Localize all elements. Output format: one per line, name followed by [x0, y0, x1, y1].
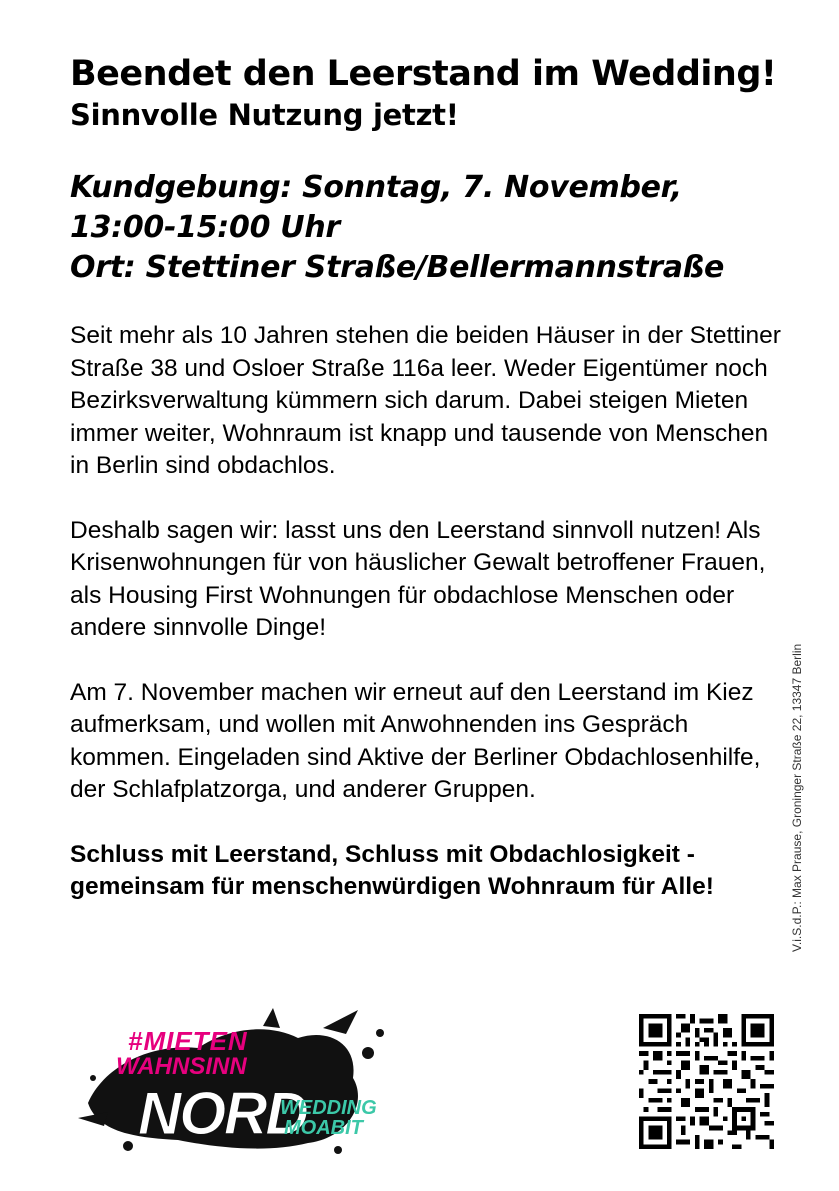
paragraph-demand: Deshalb sagen wir: lasst uns den Leerstand sinnvoll nutzen! Als Krisenwohnungen für von häuslicher Gewalt betroffener Frauen, als Housing First Wohnungen für obdachlose Menschen oder andere sinnvolle Dinge! — [70, 516, 766, 641]
logo-text-nord: NORD — [138, 1080, 307, 1147]
logo-text-wahnsinn: WAHNSINN — [116, 1053, 247, 1080]
page-title: Beendet den Leerstand im Wedding! — [70, 54, 777, 94]
mietenwahnsinn-nord-logo — [68, 1008, 418, 1158]
logo-text-moabit: MOABIT — [284, 1117, 363, 1139]
paragraph-intro: Seit mehr als 10 Jahren stehen die beiden Häuser in der Stettiner Straße 38 und Osloer Straße 116a leer. Weder Eigentümer noch Bezirksverwaltung kümmern sich darum. Dabei steigen Mieten immer weiter, Wohnraum ist knapp und tausende von Menschen in Berlin sind obdachlos. — [70, 322, 781, 479]
paragraph-invitation: Am 7. November machen wir erneut auf den Leerstand im Kiez aufmerksam, und wollen mit Anwohnenden ins Gespräch kommen. Eingeladen sind Aktive der Berliner Obdachlosenhilfe, der Schlafplatzorga, und anderer Gruppen. — [70, 678, 761, 803]
page-subtitle: Sinnvolle Nutzung jetzt! — [70, 98, 459, 132]
body-text — [70, 320, 790, 936]
event-date: Kundgebung: Sonntag, 7. November, — [70, 170, 682, 205]
closing-slogan: Schluss mit Leerstand, Schluss mit Obdachlosigkeit - gemeinsam für menschenwürdigen Wohnraum für Alle! — [70, 840, 714, 900]
imprint-text: V.i.S.d.P.: Max Prause, Groninger Straße 22, 13347 Berlin — [790, 643, 804, 952]
logo-text-wedding: WEDDING — [280, 1097, 377, 1119]
qr-code-icon — [639, 1014, 774, 1149]
event-details — [70, 168, 790, 288]
headline — [70, 52, 790, 134]
event-time: 13:00-15:00 Uhr — [70, 210, 340, 245]
event-location: Ort: Stettiner Straße/Bellermannstraße — [70, 250, 725, 285]
logo-text-mieten: #MIETEN — [128, 1026, 248, 1056]
